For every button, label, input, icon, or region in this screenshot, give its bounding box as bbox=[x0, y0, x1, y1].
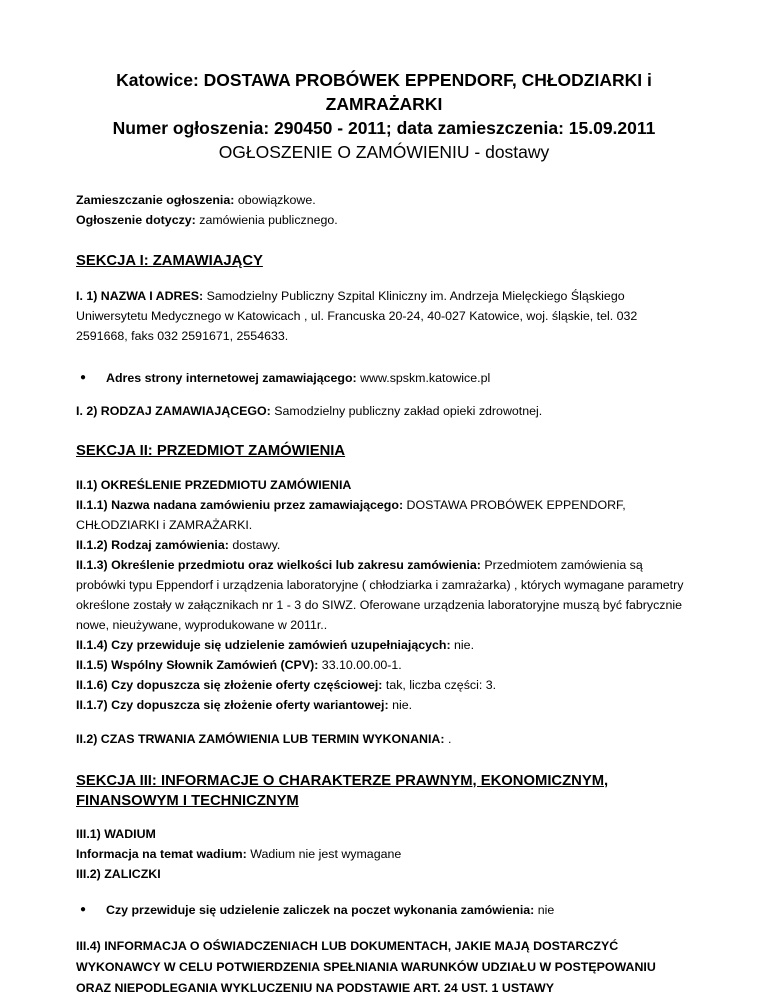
meta-concerns-label: Ogłoszenie dotyczy: bbox=[76, 213, 196, 227]
section-1-type-label: I. 2) RODZAJ ZAMAWIAJĄCEGO: bbox=[76, 404, 271, 418]
section-2-name-value: DOSTAWA PROBÓWEK EPPENDORF, CHŁODZIARKI i ZAMRAŻARKI. bbox=[76, 498, 626, 532]
announcement-number: Numer ogłoszenia: 290450 - 2011; data zamieszczenia: 15.09.2011 bbox=[112, 118, 656, 138]
section-1-heading: SEKCJA I: ZAMAWIAJĄCY bbox=[76, 253, 263, 269]
section-2-scope-label: II.1.3) Określenie przedmiotu oraz wielkości lub zakresu zamówienia: bbox=[76, 558, 481, 572]
bullet-icon: ● bbox=[80, 372, 87, 383]
section-2-kind bbox=[76, 535, 692, 555]
section-2-cpv-value: 33.10.00.00-1. bbox=[321, 658, 402, 672]
section-3-docs-label: III.4) INFORMACJA O OŚWIADCZENIACH LUB DOKUMENTACH, JAKIE MAJĄ DOSTARCZYĆ WYKONAWCY W CELU POTWIERDZENIA SPEŁNIANIA WARUNKÓW UDZIAŁU W POSTĘPOWANIU ORAZ NIEPODLEGANIA WYKLUCZENIU NA PODSTAWIE ART. 24 UST. 1 USTAWY bbox=[76, 939, 656, 995]
meta-mandatory-value: obowiązkowe. bbox=[237, 193, 316, 207]
section-2-kind-value: dostawy. bbox=[232, 538, 281, 552]
section-2-cpv-label: II.1.5) Wspólny Słownik Zamówień (CPV): bbox=[76, 658, 319, 672]
meta-mandatory-label: Zamieszczanie ogłoszenia: bbox=[76, 193, 235, 207]
section-2-supplementary bbox=[76, 635, 692, 655]
announcement-type: OGŁOSZENIE O ZAMÓWIENIU - dostawy bbox=[218, 142, 550, 162]
section-3-wadium-info-value: Wadium nie jest wymagane bbox=[250, 847, 402, 861]
section-2-duration-value: . bbox=[447, 732, 452, 746]
section-2-variant-value: nie. bbox=[392, 698, 413, 712]
section-2-kind-label: II.1.2) Rodzaj zamówienia: bbox=[76, 538, 229, 552]
section-2-scope bbox=[76, 555, 692, 635]
meta-mandatory bbox=[76, 190, 692, 210]
section-2-name bbox=[76, 495, 692, 535]
section-2-heading: SEKCJA II: PRZEDMIOT ZAMÓWIENIA bbox=[76, 443, 346, 459]
section-1-web-item bbox=[76, 368, 692, 388]
section-2-name-label: II.1.1) Nazwa nadana zamówieniu przez zamawiającego: bbox=[76, 498, 404, 512]
section-2-partial-value: tak, liczba części: 3. bbox=[385, 678, 497, 692]
section-3-advance-label: III.2) ZALICZKI bbox=[76, 867, 161, 881]
section-2-supp-value: nie. bbox=[454, 638, 475, 652]
section-3-advance-q-value: nie bbox=[537, 903, 555, 917]
section-1-type-value: Samodzielny publiczny zakład opieki zdrowotnej. bbox=[274, 404, 543, 418]
section-2-body bbox=[76, 475, 692, 715]
section-2-duration bbox=[76, 729, 692, 749]
section-3-body bbox=[76, 824, 692, 884]
title-block bbox=[76, 0, 692, 164]
section-1-name-value: Samodzielny Publiczny Szpital Kliniczny im. Andrzeja Mielęckiego Śląskiego Uniwersytetu Medycznego w Katowicach , ul. Francuska 20-24, 40-027 Katowice, woj. śląskie, tel. 032 2591668, faks 032 2591671, 2554633. bbox=[76, 289, 638, 343]
section-3-wadium-info-label: Informacja na temat wadium: bbox=[76, 847, 247, 861]
title-line-1: Katowice: DOSTAWA PROBÓWEK EPPENDORF, CHŁODZIARKI i bbox=[116, 70, 652, 90]
meta-block bbox=[76, 190, 692, 230]
section-3-advance bbox=[76, 864, 692, 884]
title-line-2: ZAMRAŻARKI bbox=[325, 94, 443, 114]
section-2-partial-label: II.1.6) Czy dopuszcza się złożenie oferty częściowej: bbox=[76, 678, 383, 692]
section-3-advance-item bbox=[76, 900, 692, 920]
section-2-def bbox=[76, 475, 692, 495]
meta-concerns bbox=[76, 210, 692, 230]
section-3-wadium bbox=[76, 824, 692, 844]
section-2-variant bbox=[76, 695, 692, 715]
section-1-type bbox=[76, 401, 692, 421]
section-2-variant-label: II.1.7) Czy dopuszcza się złożenie oferty wariantowej: bbox=[76, 698, 389, 712]
section-2-def-label: II.1) OKREŚLENIE PRZEDMIOTU ZAMÓWIENIA bbox=[76, 478, 352, 492]
section-1-web-value: www.spskm.katowice.pl bbox=[360, 371, 491, 385]
section-1-web-label: Adres strony internetowej zamawiającego: bbox=[106, 371, 357, 385]
section-2-duration-label: II.2) CZAS TRWANIA ZAMÓWIENIA LUB TERMIN WYKONANIA: bbox=[76, 732, 445, 746]
section-3-heading bbox=[76, 771, 692, 811]
section-3-heading-line-2: FINANSOWYM I TECHNICZNYM bbox=[76, 793, 299, 809]
section-2-cpv bbox=[76, 655, 692, 675]
section-3-wadium-label: III.1) WADIUM bbox=[76, 827, 156, 841]
section-2-scope-value: Przedmiotem zamówienia są probówki typu Eppendorf i urządzenia laboratoryjne ( chłodziarka i zamrażarka) , których wymagane parametry określone zostały w załącznikach nr 1 - 3 do SIWZ. Oferowane urządzenia laboratoryjne muszą być fabrycznie nowe, nieużywane, wyprodukowane w 2011r.. bbox=[76, 558, 684, 632]
section-2-supp-label: II.1.4) Czy przewiduje się udzielenie zamówień uzupełniających: bbox=[76, 638, 451, 652]
section-3-heading-line-1: SEKCJA III: INFORMACJE O CHARAKTERZE PRAWNYM, EKONOMICZNYM, bbox=[76, 773, 609, 789]
bullet-icon: ● bbox=[80, 904, 87, 915]
section-3-advance-q-label: Czy przewiduje się udzielenie zaliczek na poczet wykonania zamówienia: bbox=[106, 903, 535, 917]
section-2-partial bbox=[76, 675, 692, 695]
section-1-name-address bbox=[76, 286, 692, 346]
section-3-wadium-info bbox=[76, 844, 692, 864]
section-1-name-label: I. 1) NAZWA I ADRES: bbox=[76, 289, 204, 303]
meta-concerns-value: zamówienia publicznego. bbox=[199, 213, 338, 227]
section-3-docs bbox=[76, 936, 692, 999]
